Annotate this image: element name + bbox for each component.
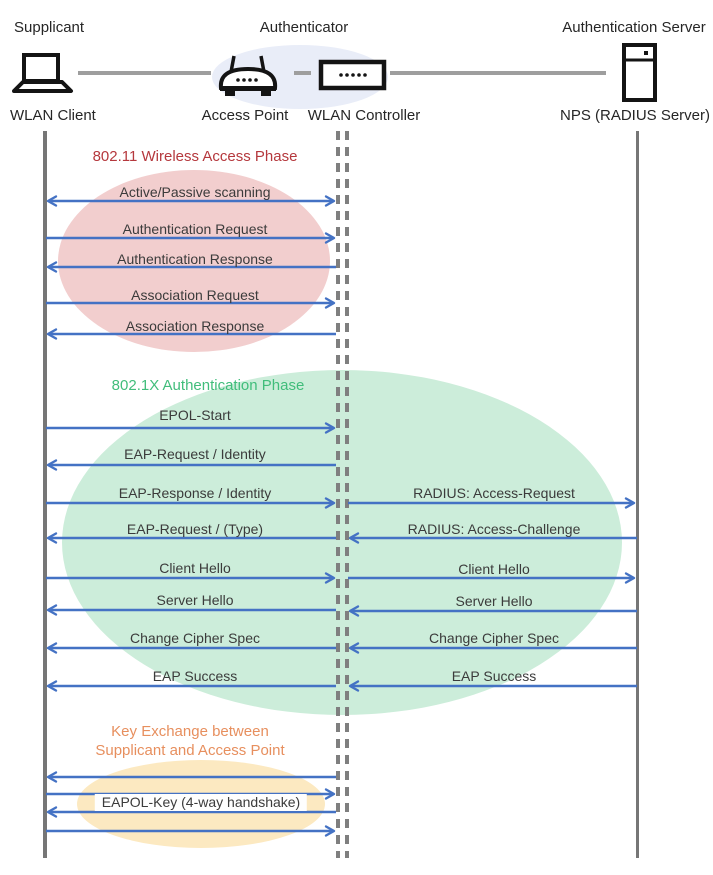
phase2-title: 802.1X Authentication Phase <box>111 377 305 394</box>
message-label: EAP-Request / Identity <box>124 446 266 462</box>
message-label: EAP Success <box>152 668 238 684</box>
message-label: Client Hello <box>159 560 231 576</box>
role-label-authenticator: Authenticator <box>259 19 349 36</box>
message-label: RADIUS: Access-Request <box>413 485 575 501</box>
device-label-wlan-controller: WLAN Controller <box>307 107 421 124</box>
role-label-authentication-server: Authentication Server <box>562 19 706 36</box>
device-label-nps-radius-server: NPS (RADIUS Server) <box>559 107 711 124</box>
message-label: Association Request <box>131 287 259 303</box>
message-label: Server Hello <box>455 593 533 609</box>
message-label: Authentication Response <box>117 251 273 267</box>
message-label: EAP-Request / (Type) <box>126 521 264 537</box>
device-label-access-point: Access Point <box>201 107 289 124</box>
message-label: Change Cipher Spec <box>130 630 260 646</box>
message-label-eapol-key: EAPOL-Key (4-way handshake) <box>95 794 307 811</box>
phase3-title-line2: Supplicant and Access Point <box>95 742 285 759</box>
phase3-title-line1: Key Exchange between <box>111 723 269 740</box>
message-label: EAP-Response / Identity <box>118 485 272 501</box>
message-label: EPOL-Start <box>159 407 231 423</box>
message-label: RADIUS: Access-Challenge <box>407 521 581 537</box>
message-label: Change Cipher Spec <box>429 630 559 646</box>
message-label: Client Hello <box>458 561 530 577</box>
role-label-supplicant: Supplicant <box>14 19 85 36</box>
device-label-wlan-client: WLAN Client <box>10 107 96 124</box>
phase1-title: 802.11 Wireless Access Phase <box>92 148 298 165</box>
message-label: Association Response <box>125 318 265 334</box>
message-label: EAP Success <box>451 668 537 684</box>
message-label: Active/Passive scanning <box>119 184 271 200</box>
message-label: Server Hello <box>156 592 234 608</box>
message-label: Authentication Request <box>122 221 268 237</box>
